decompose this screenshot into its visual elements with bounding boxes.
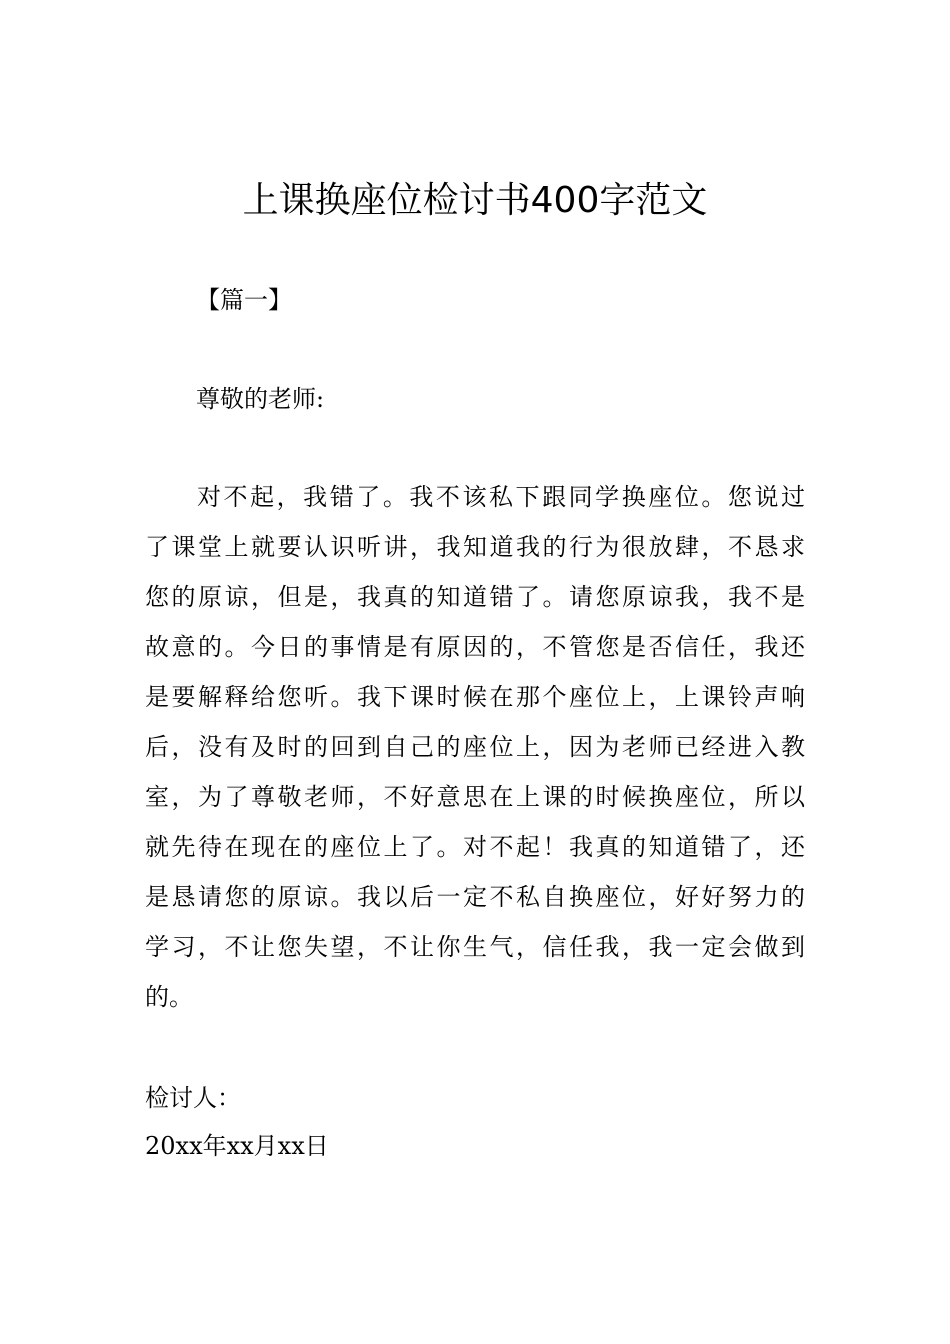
- letter-date: 20xx年xx月xx日: [145, 1132, 329, 1160]
- document-title: 上课换座位检讨书400字范文: [242, 180, 708, 221]
- body-line: 的。: [145, 983, 193, 1011]
- body-line: 了课堂上就要认识听讲，我知道我的行为很放肆，不恳求: [145, 533, 805, 561]
- body-line: 对不起，我错了。我不该私下跟同学换座位。您说过: [197, 483, 805, 511]
- body-line: 是要解释给您听。我下课时候在那个座位上，上课铃声响: [145, 683, 805, 711]
- body-line: 您的原谅，但是，我真的知道错了。请您原谅我，我不是: [145, 583, 805, 611]
- body-line: 后，没有及时的回到自己的座位上，因为老师已经进入教: [145, 733, 805, 761]
- body-line: 是恳请您的原谅。我以后一定不私自换座位，好好努力的: [145, 883, 805, 911]
- letter-body: [145, 475, 805, 1025]
- signer-label: 检讨人：: [145, 1084, 241, 1112]
- letter-greeting: 尊敬的老师:: [196, 385, 325, 413]
- body-line: 就先待在现在的座位上了。对不起！我真的知道错了，还: [145, 833, 805, 861]
- body-line: 学习，不让您失望，不让你生气，信任我，我一定会做到: [145, 933, 805, 961]
- section-label: 【篇一】: [196, 286, 292, 314]
- body-line: 室，为了尊敬老师，不好意思在上课的时候换座位，所以: [145, 783, 805, 811]
- body-line: 故意的。今日的事情是有原因的，不管您是否信任，我还: [145, 633, 805, 661]
